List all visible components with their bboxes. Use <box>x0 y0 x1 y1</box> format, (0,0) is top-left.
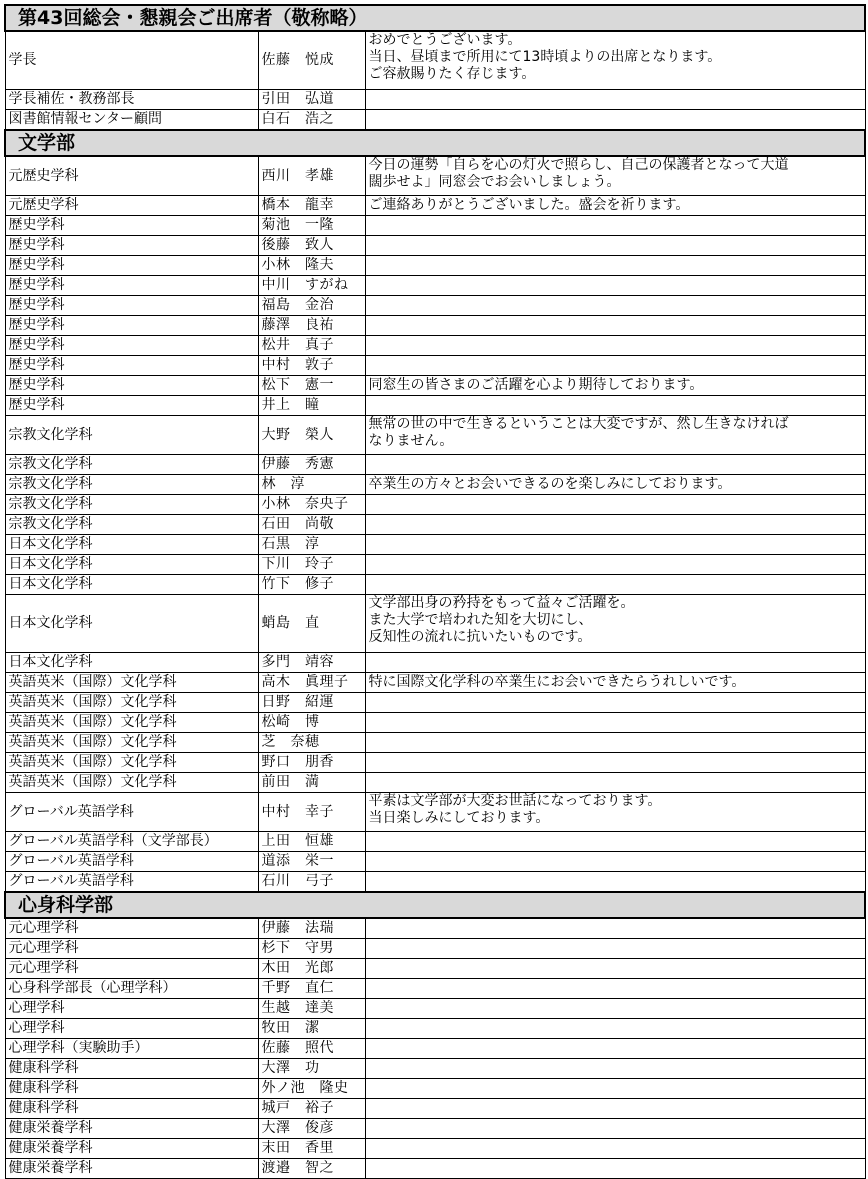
name-cell: 白石 浩之 <box>258 110 365 131</box>
table-row <box>5 236 865 256</box>
department-cell: 心理学科（実験助手） <box>5 1039 258 1059</box>
table-row <box>5 475 865 495</box>
table-row <box>5 316 865 336</box>
title-row <box>5 5 865 31</box>
attendee-table-body <box>5 5 865 1179</box>
name-cell: 野口 朋香 <box>258 753 365 773</box>
name-cell: 蛸島 直 <box>258 595 365 653</box>
message-cell <box>365 939 865 959</box>
name-cell: 福島 金治 <box>258 296 365 316</box>
department-cell: 日本文化学科 <box>5 555 258 575</box>
table-row <box>5 918 865 939</box>
name-cell: 井上 瞳 <box>258 396 365 416</box>
name-cell: 上田 恒雄 <box>258 832 365 852</box>
message-cell <box>365 396 865 416</box>
message-cell: 無常の世の中で生きるということは大変ですが、然し生きなければ なりません。 <box>365 416 865 455</box>
department-cell: 日本文化学科 <box>5 575 258 595</box>
name-cell: 竹下 修子 <box>258 575 365 595</box>
name-cell: 菊池 一隆 <box>258 216 365 236</box>
message-cell <box>365 753 865 773</box>
name-cell: 佐藤 悦成 <box>258 31 365 90</box>
department-cell: 学長補佐・教務部長 <box>5 90 258 110</box>
message-cell <box>365 1079 865 1099</box>
name-cell: 城戸 裕子 <box>258 1099 365 1119</box>
department-cell: 英語英米（国際）文化学科 <box>5 753 258 773</box>
message-cell <box>365 535 865 555</box>
table-row <box>5 90 865 110</box>
name-cell: 生越 達美 <box>258 999 365 1019</box>
name-cell: 松下 憲一 <box>258 376 365 396</box>
table-row <box>5 555 865 575</box>
page-title: 第43回総会・懇親会ご出席者（敬称略） <box>5 5 865 31</box>
name-cell: 渡邉 智之 <box>258 1159 365 1179</box>
attendee-sheet <box>4 4 864 1179</box>
message-cell <box>365 575 865 595</box>
department-cell: 英語英米（国際）文化学科 <box>5 673 258 693</box>
name-cell: 外ノ池 隆史 <box>258 1079 365 1099</box>
name-cell: 後藤 致人 <box>258 236 365 256</box>
message-cell <box>365 832 865 852</box>
message-cell <box>365 296 865 316</box>
department-cell: 英語英米（国際）文化学科 <box>5 713 258 733</box>
name-cell: 高木 眞理子 <box>258 673 365 693</box>
table-row <box>5 1079 865 1099</box>
department-cell: 英語英米（国際）文化学科 <box>5 693 258 713</box>
name-cell: 中村 幸子 <box>258 793 365 832</box>
table-row <box>5 1119 865 1139</box>
name-cell: 小林 奈央子 <box>258 495 365 515</box>
name-cell: 大野 榮人 <box>258 416 365 455</box>
name-cell: 道添 栄一 <box>258 852 365 872</box>
message-cell <box>365 316 865 336</box>
department-cell: 歴史学科 <box>5 396 258 416</box>
name-cell: 石川 弓子 <box>258 872 365 893</box>
table-row <box>5 959 865 979</box>
department-cell: 宗教文化学科 <box>5 475 258 495</box>
table-row <box>5 733 865 753</box>
name-cell: 松井 真子 <box>258 336 365 356</box>
message-cell <box>365 356 865 376</box>
table-row <box>5 1099 865 1119</box>
department-cell: 歴史学科 <box>5 336 258 356</box>
section-header-row <box>5 892 865 918</box>
department-cell: 健康科学科 <box>5 1059 258 1079</box>
department-cell: 元心理学科 <box>5 939 258 959</box>
department-cell: 健康科学科 <box>5 1099 258 1119</box>
name-cell: 伊藤 法瑞 <box>258 918 365 939</box>
message-cell <box>365 1139 865 1159</box>
name-cell: 松崎 博 <box>258 713 365 733</box>
department-cell: 歴史学科 <box>5 216 258 236</box>
department-cell: 日本文化学科 <box>5 535 258 555</box>
department-cell: グローバル英語学科 <box>5 793 258 832</box>
department-cell: 元歴史学科 <box>5 196 258 216</box>
message-cell <box>365 1059 865 1079</box>
message-cell: 卒業生の方々とお会いできるのを楽しみにしております。 <box>365 475 865 495</box>
message-cell <box>365 693 865 713</box>
department-cell: 歴史学科 <box>5 296 258 316</box>
message-cell <box>365 555 865 575</box>
department-cell: 元心理学科 <box>5 959 258 979</box>
department-cell: 歴史学科 <box>5 376 258 396</box>
department-cell: グローバル英語学科 <box>5 872 258 893</box>
message-cell: 特に国際文化学科の卒業生にお会いできたらうれしいです。 <box>365 673 865 693</box>
message-cell <box>365 515 865 535</box>
name-cell: 林 淳 <box>258 475 365 495</box>
table-row <box>5 1139 865 1159</box>
table-row <box>5 396 865 416</box>
table-row <box>5 653 865 673</box>
name-cell: 中村 敦子 <box>258 356 365 376</box>
department-cell: 歴史学科 <box>5 316 258 336</box>
message-cell <box>365 1099 865 1119</box>
department-cell: 元歴史学科 <box>5 156 258 196</box>
message-cell <box>365 959 865 979</box>
name-cell: 下川 玲子 <box>258 555 365 575</box>
table-row <box>5 256 865 276</box>
message-cell <box>365 653 865 673</box>
message-cell <box>365 733 865 753</box>
table-row <box>5 356 865 376</box>
table-row <box>5 1159 865 1179</box>
table-row <box>5 852 865 872</box>
name-cell: 木田 光郎 <box>258 959 365 979</box>
message-cell: 同窓生の皆さまのご活躍を心より期待しております。 <box>365 376 865 396</box>
name-cell: 中川 すがね <box>258 276 365 296</box>
name-cell: 杉下 守男 <box>258 939 365 959</box>
message-cell <box>365 918 865 939</box>
table-row <box>5 1019 865 1039</box>
message-cell <box>365 455 865 475</box>
message-cell <box>365 999 865 1019</box>
table-row <box>5 336 865 356</box>
name-cell: 伊藤 秀憲 <box>258 455 365 475</box>
table-row <box>5 515 865 535</box>
department-cell: 心理学科 <box>5 999 258 1019</box>
name-cell: 藤澤 良祐 <box>258 316 365 336</box>
name-cell: 橋本 龍幸 <box>258 196 365 216</box>
table-row <box>5 773 865 793</box>
message-cell: 平素は文学部が大変お世話になっております。 当日楽しみにしております。 <box>365 793 865 832</box>
table-row <box>5 31 865 90</box>
table-row <box>5 693 865 713</box>
name-cell: 千野 直仁 <box>258 979 365 999</box>
department-cell: 健康栄養学科 <box>5 1139 258 1159</box>
name-cell: 前田 満 <box>258 773 365 793</box>
name-cell: 日野 紹運 <box>258 693 365 713</box>
table-row <box>5 276 865 296</box>
message-cell <box>365 852 865 872</box>
table-row <box>5 455 865 475</box>
department-cell: 学長 <box>5 31 258 90</box>
name-cell: 小林 隆夫 <box>258 256 365 276</box>
name-cell: 大澤 功 <box>258 1059 365 1079</box>
message-cell <box>365 1119 865 1139</box>
table-row <box>5 713 865 733</box>
message-cell: おめでとうございます。 当日、昼頃まで所用にて13時頃よりの出席となります。 ご容赦賜りたく存じます。 <box>365 31 865 90</box>
table-row <box>5 673 865 693</box>
table-row <box>5 495 865 515</box>
table-row <box>5 216 865 236</box>
message-cell: ご連絡ありがとうございました。盛会を祈ります。 <box>365 196 865 216</box>
department-cell: 宗教文化学科 <box>5 416 258 455</box>
table-row <box>5 832 865 852</box>
name-cell: 末田 香里 <box>258 1139 365 1159</box>
department-cell: 図書館情報センター顧問 <box>5 110 258 131</box>
department-cell: 宗教文化学科 <box>5 495 258 515</box>
table-row <box>5 110 865 131</box>
department-cell: 英語英米（国際）文化学科 <box>5 773 258 793</box>
message-cell: 今日の運勢「自らを心の灯火で照らし、自己の保護者となって大道 闊歩せよ」同窓会でお会いしましょう。 <box>365 156 865 196</box>
message-cell <box>365 336 865 356</box>
message-cell <box>365 1039 865 1059</box>
message-cell <box>365 256 865 276</box>
attendee-table <box>4 4 866 1179</box>
name-cell: 石田 尚敬 <box>258 515 365 535</box>
table-row <box>5 1039 865 1059</box>
table-row <box>5 979 865 999</box>
department-cell: 歴史学科 <box>5 276 258 296</box>
table-row <box>5 999 865 1019</box>
department-cell: 日本文化学科 <box>5 653 258 673</box>
department-cell: グローバル英語学科（文学部長） <box>5 832 258 852</box>
name-cell: 石黒 淳 <box>258 535 365 555</box>
name-cell: 芝 奈穂 <box>258 733 365 753</box>
message-cell <box>365 773 865 793</box>
name-cell: 牧田 潔 <box>258 1019 365 1039</box>
message-cell <box>365 90 865 110</box>
table-row <box>5 595 865 653</box>
message-cell <box>365 276 865 296</box>
table-row <box>5 196 865 216</box>
table-row <box>5 376 865 396</box>
name-cell: 佐藤 照代 <box>258 1039 365 1059</box>
message-cell <box>365 1159 865 1179</box>
table-row <box>5 872 865 893</box>
table-row <box>5 535 865 555</box>
table-row <box>5 939 865 959</box>
department-cell: 歴史学科 <box>5 236 258 256</box>
name-cell: 西川 孝雄 <box>258 156 365 196</box>
department-cell: 健康栄養学科 <box>5 1119 258 1139</box>
department-cell: 歴史学科 <box>5 256 258 276</box>
department-cell: 健康科学科 <box>5 1079 258 1099</box>
table-row <box>5 296 865 316</box>
message-cell <box>365 236 865 256</box>
name-cell: 引田 弘道 <box>258 90 365 110</box>
department-cell: 心身科学部長（心理学科） <box>5 979 258 999</box>
department-cell: 宗教文化学科 <box>5 455 258 475</box>
table-row <box>5 575 865 595</box>
table-row <box>5 753 865 773</box>
section-header-row <box>5 130 865 156</box>
department-cell: 歴史学科 <box>5 356 258 376</box>
name-cell: 多門 靖容 <box>258 653 365 673</box>
department-cell: 元心理学科 <box>5 918 258 939</box>
message-cell <box>365 872 865 893</box>
message-cell <box>365 713 865 733</box>
message-cell <box>365 979 865 999</box>
section-heading: 心身科学部 <box>5 892 865 918</box>
table-row <box>5 1059 865 1079</box>
message-cell: 文学部出身の矜持をもって益々ご活躍を。 また大学で培われた知を大切にし、 反知性の流れに抗いたいものです。 <box>365 595 865 653</box>
table-row <box>5 793 865 832</box>
message-cell <box>365 216 865 236</box>
name-cell: 大澤 俊彦 <box>258 1119 365 1139</box>
table-row <box>5 416 865 455</box>
message-cell <box>365 495 865 515</box>
table-row <box>5 156 865 196</box>
department-cell: 英語英米（国際）文化学科 <box>5 733 258 753</box>
department-cell: 心理学科 <box>5 1019 258 1039</box>
message-cell <box>365 1019 865 1039</box>
department-cell: 日本文化学科 <box>5 595 258 653</box>
department-cell: 宗教文化学科 <box>5 515 258 535</box>
message-cell <box>365 110 865 131</box>
department-cell: グローバル英語学科 <box>5 852 258 872</box>
department-cell: 健康栄養学科 <box>5 1159 258 1179</box>
section-heading: 文学部 <box>5 130 865 156</box>
